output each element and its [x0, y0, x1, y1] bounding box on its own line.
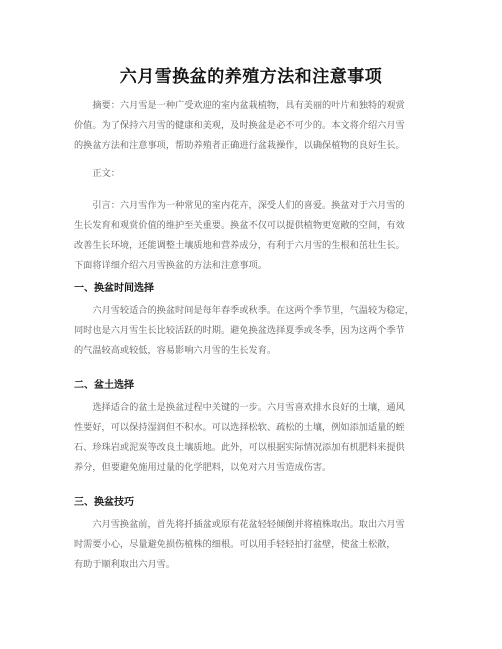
document-title: 六月雪换盆的养殖方法和注意事项	[119, 67, 383, 87]
body-label	[74, 164, 444, 184]
abstract-line: 摘要：六月雪是一种广受欢迎的室内盆栽植物，具有美丽的叶片和独特的观赏	[74, 100, 405, 111]
abstract-paragraph	[74, 96, 444, 156]
section-line: 选择适合的盆土是换盆过程中关键的一步。六月雪喜欢排水良好的土壤，通风	[74, 402, 405, 413]
section-heading-soil: 二、盆土选择	[74, 380, 134, 391]
abstract-line: 的换盆方法和注意事项，帮助养殖者正确进行盆栽操作，以确保植物的良好生长。	[74, 140, 405, 151]
section-line: 六月雪换盆前，首先将扦插盆或原有花盆轻轻倾倒并将植株取出。取出六月雪	[74, 519, 405, 530]
section-line: 同时也是六月雪生长比较活跃的时期。避免换盆选择夏季或冬季，因为这两个季节	[74, 325, 405, 336]
intro-line: 改善生长环境，还能调整土壤质地和营养成分，有利于六月雪的生根和茁壮生长。	[74, 240, 405, 251]
intro-line: 引言：六月雪作为一种常见的室内花卉，深受人们的喜爱。换盆对于六月雪的	[74, 200, 405, 211]
abstract-line: 价值。为了保持六月雪的健康和美观，及时换盆是必不可少的。本文将介绍六月雪	[74, 120, 405, 131]
section-heading-timing: 一、换盆时间选择	[74, 283, 154, 294]
section-line: 的气温较高或较低，容易影响六月雪的生长发育。	[74, 345, 277, 356]
intro-paragraph	[74, 196, 444, 276]
section-heading-technique: 三、换盆技巧	[74, 497, 134, 508]
intro-line: 下面将详细介绍六月雪换盆的方法和注意事项。	[74, 260, 267, 271]
intro-line: 生长发育和观赏价值的维护至关重要。换盆不仅可以提供植物更宽敞的空间，有效	[74, 220, 405, 231]
section-line: 有助于顺利取出六月雪。	[74, 559, 176, 570]
section-paragraph-timing	[74, 301, 444, 361]
section-line: 时需要小心，尽量避免损伤植株的细根。可以用手轻轻拍打盆壁，使盆土松散，	[74, 539, 396, 550]
section-line: 石、珍珠岩或泥炭等改良土壤质地。此外，可以根据实际情况添加有机肥料来提供	[74, 442, 405, 453]
section-line: 养分，但要避免施用过量的化学肥料，以免对六月雪造成伤害。	[74, 462, 332, 473]
body-label-text: 正文：	[74, 168, 120, 179]
section-paragraph-soil	[74, 398, 444, 478]
section-line: 性要好，可以保持湿润但不积水。可以选择松软、疏松的土壤，例如添加适量的蛭	[74, 422, 405, 433]
section-line: 六月雪较适合的换盆时间是每年春季或秋季。在这两个季节里，气温较为稳定，	[74, 305, 414, 316]
section-paragraph-technique	[74, 515, 444, 575]
